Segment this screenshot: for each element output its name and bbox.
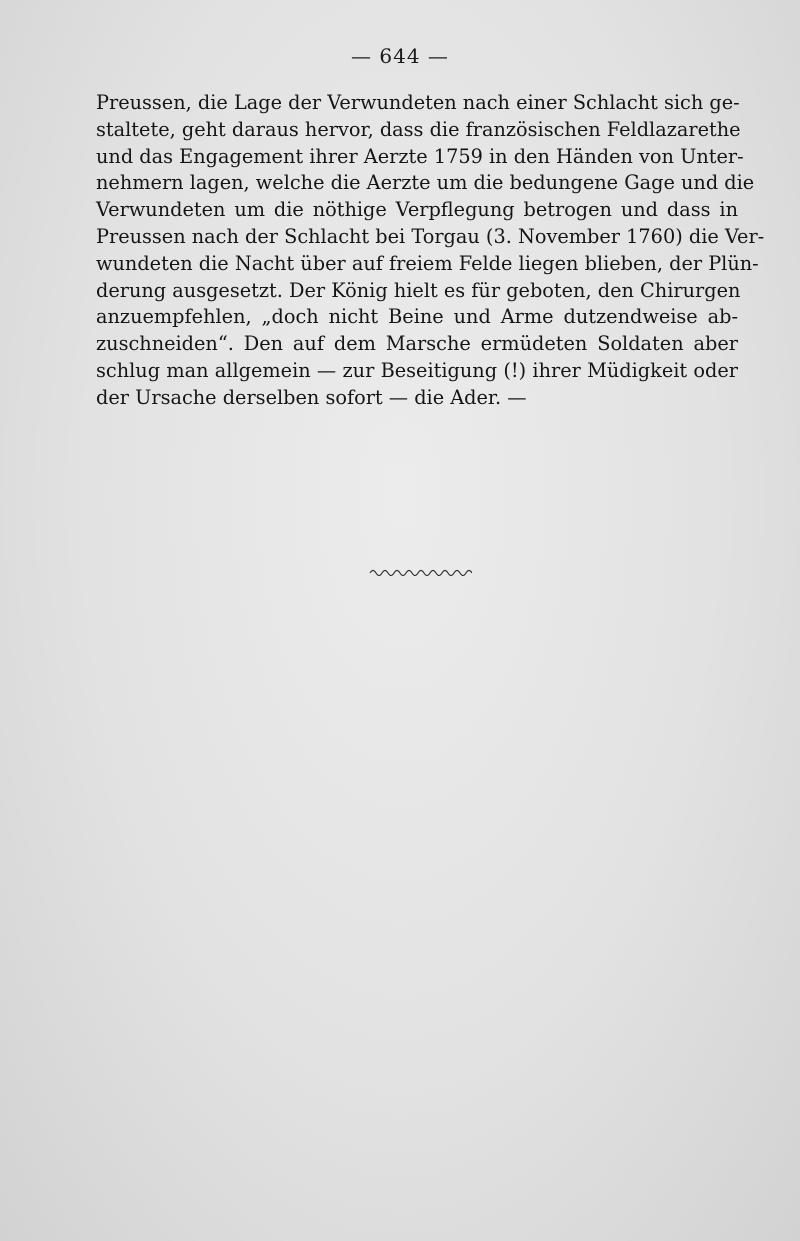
text-line: zuschneiden“. Den auf dem Marsche ermüdeten Soldaten aber — [96, 332, 738, 356]
text-line: Verwundeten um die nöthige Verpflegung betrogen und dass in — [96, 198, 738, 222]
ornament-divider-icon — [368, 566, 472, 580]
text-line: staltete, geht daraus hervor, dass die französischen Feldlazarethe — [96, 117, 741, 141]
page-number: — 644 — — [351, 44, 449, 68]
body-paragraph — [96, 90, 765, 412]
text-line: Preussen nach der Schlacht bei Torgau (3. November 1760) die Ver- — [96, 224, 765, 248]
text-line: Preussen, die Lage der Verwundeten nach einer Schlacht sich ge- — [96, 91, 740, 114]
text-line: nehmern lagen, welche die Aerzte um die bedungene Gage und die — [96, 171, 755, 195]
text-line: schlug man allgemein — zur Beseitigung (!) ihrer Müdigkeit oder — [96, 358, 738, 382]
text-line: und das Engagement ihrer Aerzte 1759 in den Händen von Unter- — [96, 144, 744, 168]
text-line: der Ursache derselben sofort — die Ader. — — [96, 385, 527, 409]
text-line: anzuempfehlen, „doch nicht Beine und Arme dutzendweise ab- — [96, 305, 738, 329]
text-line: wundeten die Nacht über auf freiem Felde liegen blieben, der Plün- — [96, 251, 759, 275]
text-line: derung ausgesetzt. Der König hielt es für geboten, den Chirurgen — [96, 278, 741, 302]
